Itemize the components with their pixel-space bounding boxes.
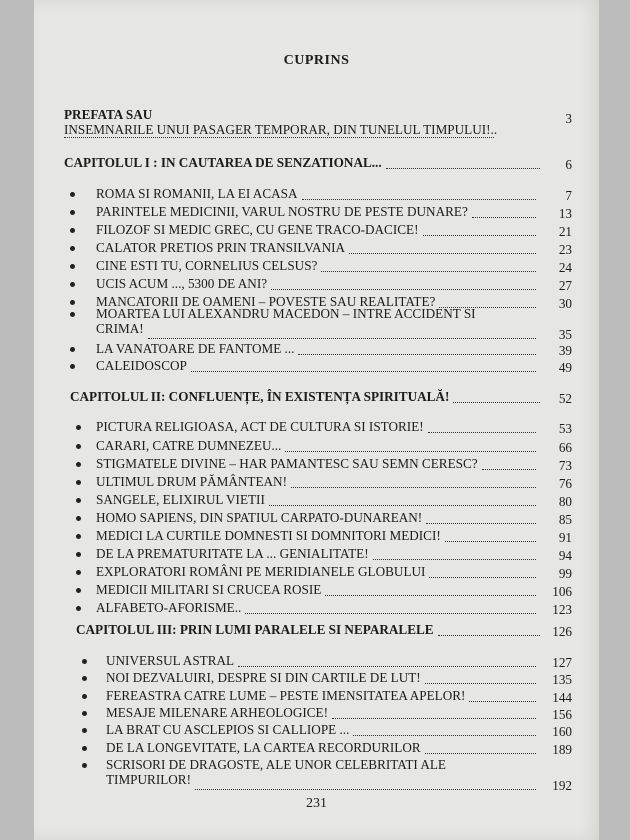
toc-entry-title: DE LA PREMATURITATE LA ... GENIALITATE! (96, 546, 369, 561)
chapter-heading: CAPITOLUL III: PRIN LUMI PARALELE SI NEPARALELE (76, 622, 434, 637)
bullet-icon (82, 659, 87, 664)
dot-leader (285, 451, 536, 452)
toc-entry-title: DE LA LONGEVITATE, LA CARTEA RECORDURILOR (106, 740, 421, 755)
bullet-icon (70, 312, 75, 317)
dot-leader (429, 577, 536, 578)
bullet-icon (70, 246, 75, 251)
dot-leader (325, 595, 536, 596)
dot-leader (64, 137, 494, 138)
toc-page-number: 39 (558, 343, 572, 358)
dot-leader (238, 666, 536, 667)
dot-leader (298, 354, 536, 355)
toc-entry-title: ULTIMUL DRUM PĂMÂNTEAN! (96, 474, 287, 489)
toc-page-number: 23 (558, 242, 572, 257)
bullet-icon (76, 588, 81, 593)
bullet-icon (76, 462, 81, 467)
toc-page-number: 123 (552, 602, 572, 617)
toc-page-number: 53 (558, 421, 572, 436)
dot-leader (321, 271, 536, 272)
toc-page-number: 91 (558, 530, 572, 545)
toc-entry-title: FILOZOF SI MEDIC GREC, CU GENE TRACO-DACICE! (96, 222, 419, 237)
toc-page-number: 106 (552, 584, 572, 599)
toc-page-number: 127 (552, 655, 572, 670)
toc-entry-title: TIMPURILOR! (106, 772, 191, 787)
dot-leader (482, 469, 536, 470)
toc-page-number: 76 (558, 476, 572, 491)
toc-entry-title: PARINTELE MEDICINII, VARUL NOSTRU DE PESTE DUNARE? (96, 204, 468, 219)
toc-page-number: 156 (552, 707, 572, 722)
dot-leader (332, 718, 536, 719)
toc-page-number: 7 (565, 188, 572, 203)
dot-leader (269, 505, 536, 506)
chapter-heading: CAPITOLUL II: CONFLUENȚE, ÎN EXISTENȚA SPIRITUALĂ! (70, 389, 450, 404)
bullet-icon (70, 282, 75, 287)
toc-entry-title: HOMO SAPIENS, DIN SPATIUL CARPATO-DUNAREAN! (96, 510, 423, 525)
chapter-heading: CAPITOLUL I : IN CAUTAREA DE SENZATIONAL... (64, 155, 382, 170)
toc-entry-title: STIGMATELE DIVINE – HAR PAMANTESC SAU SEMN CERESC? (96, 456, 478, 471)
toc-entry-title: FEREASTRA CATRE LUME – PESTE IMENSITATEA APELOR! (106, 688, 466, 703)
toc-entry-title: UCIS ACUM ..., 5300 DE ANI? (96, 276, 268, 291)
dot-leader (291, 487, 536, 488)
toc-entry-title: MOARTEA LUI ALEXANDRU MACEDON – INTRE ACCIDENT SI (96, 306, 476, 321)
toc-entry-title: CRIMA! (96, 321, 144, 336)
bullet-icon (76, 425, 81, 430)
toc-entry-title: NOI DEZVALUIRI, DESPRE SI DIN CARTILE DE LUT! (106, 670, 421, 685)
dot-leader (472, 217, 536, 218)
toc-entry-title: MANCATORII DE OAMENI – POVESTE SAU REALITATE? (96, 294, 436, 309)
bullet-icon (76, 444, 81, 449)
bullet-icon (76, 480, 81, 485)
toc-page-number: 30 (558, 296, 572, 311)
toc-page-number: 99 (558, 566, 572, 581)
toc-entry-title: CARARI, CATRE DUMNEZEU... (96, 438, 282, 453)
toc-entry-title: LA BRAT CU ASCLEPIOS SI CALLIOPE ... (106, 722, 350, 737)
bullet-icon (76, 552, 81, 557)
bullet-icon (76, 570, 81, 575)
bullet-icon (82, 711, 87, 716)
dot-leader (195, 789, 536, 790)
book-page (34, 0, 599, 840)
bullet-icon (70, 192, 75, 197)
toc-entry-title: MEDICII MILITARI SI CRUCEA ROSIE (96, 582, 322, 597)
toc-page-number: 73 (558, 458, 572, 473)
dot-leader (453, 402, 540, 403)
toc-page-number: 94 (558, 548, 572, 563)
dot-leader (386, 168, 540, 169)
toc-page-number: 80 (558, 494, 572, 509)
toc-page-number: 144 (552, 690, 572, 705)
bullet-icon (70, 228, 75, 233)
toc-entry-title: UNIVERSUL ASTRAL (106, 653, 235, 668)
toc-page-number: 6 (565, 157, 572, 172)
dot-leader (469, 701, 536, 702)
toc-page-number: 160 (552, 724, 572, 739)
bullet-icon (82, 746, 87, 751)
dot-leader (438, 635, 540, 636)
bullet-icon (76, 498, 81, 503)
toc-entry-title: MEDICI LA CURTILE DOMNESTI SI DOMNITORI MEDICI! (96, 528, 441, 543)
toc-entry-title: CALEIDOSCOP (96, 358, 187, 373)
toc-page-number: 24 (558, 260, 572, 275)
dot-leader (373, 559, 536, 560)
bullet-icon (76, 606, 81, 611)
bullet-icon (76, 534, 81, 539)
toc-page-number: 13 (558, 206, 572, 221)
toc-page-number: 52 (558, 391, 572, 406)
toc-entry-title: SANGELE, ELIXIRUL VIETII (96, 492, 265, 507)
dot-leader (353, 735, 536, 736)
bullet-icon (82, 763, 87, 768)
toc-page-number: 85 (558, 512, 572, 527)
toc-entry-title: CALATOR PRETIOS PRIN TRANSILVANIA (96, 240, 346, 255)
bullet-icon (82, 676, 87, 681)
toc-entry-title: CINE ESTI TU, CORNELIUS CELSUS? (96, 258, 318, 273)
preface-subtitle: INSEMNARILE UNUI PASAGER TEMPORAR, DIN TUNELUL TIMPULUI!.. (64, 122, 498, 137)
bullet-icon (76, 516, 81, 521)
toc-page-number: 66 (558, 440, 572, 455)
toc-entry-title: MESAJE MILENARE ARHEOLOGICE! (106, 705, 328, 720)
bullet-icon (70, 364, 75, 369)
bullet-icon (70, 347, 75, 352)
dot-leader (428, 432, 536, 433)
dot-leader (425, 753, 536, 754)
toc-page-number: 49 (558, 360, 572, 375)
dot-leader (425, 683, 536, 684)
bullet-icon (70, 210, 75, 215)
page-number: 231 (306, 796, 327, 811)
toc-page-number: 27 (558, 278, 572, 293)
dot-leader (423, 235, 537, 236)
dot-leader (271, 289, 536, 290)
dot-leader (349, 253, 536, 254)
toc-page-number: 3 (565, 111, 572, 126)
toc-entry-title: PICTURA RELIGIOASA, ACT DE CULTURA SI ISTORIE! (96, 419, 424, 434)
toc-page-number: 192 (552, 778, 572, 793)
toc-page-number: 21 (558, 224, 572, 239)
bullet-icon (70, 264, 75, 269)
dot-leader (302, 199, 537, 200)
toc-page-number: 126 (552, 624, 572, 639)
toc-page-number: 189 (552, 742, 572, 757)
bullet-icon (70, 300, 75, 305)
toc-page-number: 35 (558, 327, 572, 342)
toc-page-number: 135 (552, 672, 572, 687)
toc-entry-title: EXPLORATORI ROMÂNI PE MERIDIANELE GLOBULUI (96, 564, 426, 579)
bullet-icon (82, 694, 87, 699)
preface-heading: PREFATA SAU (64, 107, 153, 122)
bullet-icon (82, 728, 87, 733)
dot-leader (426, 523, 536, 524)
toc-entry-title: ROMA SI ROMANII, LA EI ACASA (96, 186, 298, 201)
toc-entry-title: LA VANATOARE DE FANTOME ... (96, 341, 295, 356)
toc-entry-title: ALFABETO-AFORISME.. (96, 600, 242, 615)
dot-leader (445, 541, 536, 542)
page-title: CUPRINS (283, 53, 350, 68)
dot-leader (148, 338, 536, 339)
toc-entry-title: SCRISORI DE DRAGOSTE, ALE UNOR CELEBRITATI ALE (106, 757, 446, 772)
dot-leader (191, 371, 536, 372)
dot-leader (245, 613, 536, 614)
